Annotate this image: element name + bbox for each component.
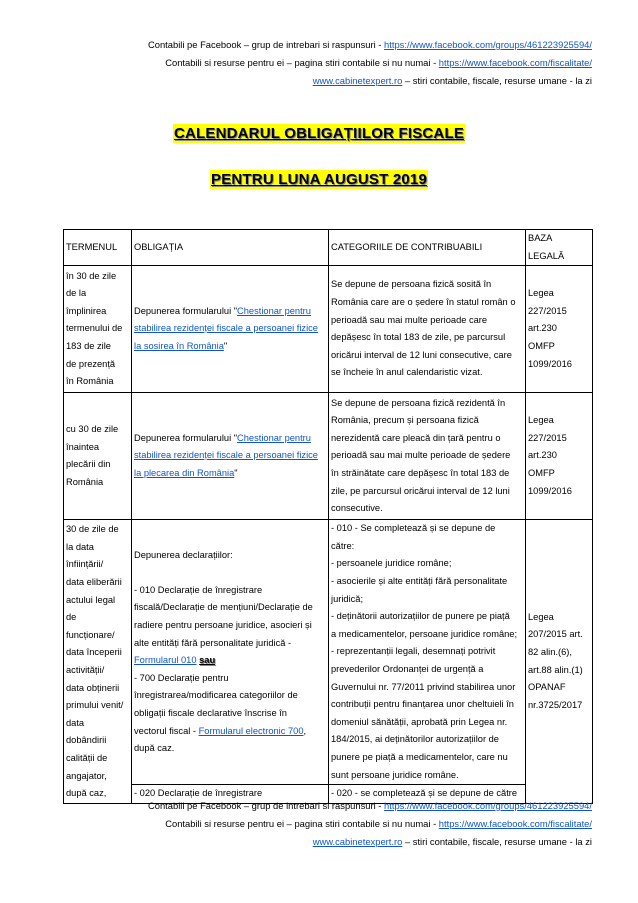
row1-category-line: se încheie în anul calendaristic vizat. bbox=[331, 367, 483, 378]
header-facebook-page-link[interactable]: https://www.facebook.com/fiscalitate/ bbox=[438, 57, 592, 68]
row4-obligation: - 020 Declarație de înregistrare bbox=[132, 785, 329, 804]
row3-term-line: primului venit/ bbox=[66, 700, 124, 711]
row1-legal-line: Legea bbox=[528, 288, 554, 299]
row3-categories bbox=[329, 520, 526, 785]
row3-term bbox=[64, 520, 132, 804]
row1-category-line: Se depune de persoana fizică sosită în bbox=[331, 279, 492, 290]
row3-category-line: domeniul sănătății, aprobată prin Legea nr. bbox=[331, 716, 508, 727]
title-line-1-wrap bbox=[0, 124, 638, 143]
header-obligation: OBLIGAȚIA bbox=[132, 230, 329, 266]
row3-obligation-line: - 700 Declarație pentru bbox=[134, 672, 229, 683]
footer-line-1 bbox=[148, 797, 592, 815]
header-website-link[interactable]: www.cabinetexpert.ro bbox=[312, 75, 403, 86]
row3-category-line: - 010 - Se completează și se depune de bbox=[331, 523, 496, 534]
row2-legal-line: 227/2015 bbox=[528, 432, 567, 443]
header-legal-basis: BAZA LEGALĂ bbox=[526, 230, 593, 266]
row2-questionnaire-link[interactable]: la plecarea din România bbox=[134, 467, 235, 478]
row3-category-line: 184/2015, ai deținătorilor autorizațiilor de bbox=[331, 734, 499, 745]
row2-questionnaire-link[interactable]: Chestionar pentru bbox=[237, 432, 311, 443]
row2-obligation-line bbox=[134, 465, 326, 483]
row3-term-line: data obținerii bbox=[66, 682, 120, 693]
table-row bbox=[64, 393, 593, 520]
row3-term-line: 30 de zile de bbox=[66, 524, 119, 535]
table-header-row bbox=[64, 230, 593, 266]
row3-category-line: către: bbox=[331, 540, 355, 551]
row3-category-line: a medicamentelor, persoane juridice române; bbox=[331, 628, 518, 639]
row2-term-line: înaintea bbox=[66, 441, 100, 452]
title-line-2-wrap bbox=[0, 170, 638, 189]
sau-text: sau bbox=[199, 655, 216, 666]
row3-obligation-line: după caz. bbox=[134, 743, 175, 754]
row3-legal-line: Legea bbox=[528, 611, 554, 622]
row2-category-line: în străinătate care depășesc în total 183 de bbox=[331, 467, 510, 478]
row3-term-line: înființării/ bbox=[66, 559, 104, 570]
row2-legal-line: OMFP bbox=[528, 467, 555, 478]
row3-legal-line: OPANAF bbox=[528, 682, 566, 693]
footer-line-3 bbox=[148, 833, 592, 851]
row1-obligation bbox=[132, 266, 329, 393]
row2-category-line: România, precum și persoana fizică bbox=[331, 415, 479, 426]
row3-obligation-line bbox=[134, 723, 326, 741]
row2-obligation bbox=[132, 393, 329, 520]
row1-legal-line: OMFP bbox=[528, 340, 555, 351]
row3-legal-line: art.88 alin.(1) bbox=[528, 664, 583, 675]
row1-questionnaire-link[interactable]: Chestionar pentru bbox=[237, 305, 311, 316]
row2-category-line: nerezidentă care pleacă din țară pentru o bbox=[331, 432, 501, 443]
row2-term-line: România bbox=[66, 476, 104, 487]
page-footer bbox=[148, 797, 592, 851]
row1-term-line: de prezență bbox=[66, 358, 116, 369]
row3-category-line: - deținătorii autorizațiilor de punere pe piață bbox=[331, 611, 510, 622]
row1-term-line: termenului de bbox=[66, 323, 123, 334]
row3-term-line: funcționare/ bbox=[66, 629, 115, 640]
row1-obligation-line bbox=[134, 320, 326, 338]
row3-term-line: calității de bbox=[66, 752, 108, 763]
row3-category-line: contribuții pentru finanțarea unor cheltuieli în bbox=[331, 699, 514, 710]
row1-obligation-suffix: " bbox=[223, 340, 228, 351]
row2-category-line: perioadă sau mai multe perioade de ședere bbox=[331, 450, 511, 461]
row3-category-line: - asocierile și alte entități fără personalitate bbox=[331, 575, 508, 586]
row3-obligation-line: fiscală/Declarație de mențiuni/Declarație de bbox=[134, 602, 313, 613]
row3-term-line: la data bbox=[66, 541, 94, 552]
obligations-table bbox=[63, 229, 593, 804]
header-facebook-page-text: Contabili si resurse pentru ei – pagina stiri contabile si nu numai - bbox=[165, 57, 439, 68]
footer-line-2 bbox=[148, 815, 592, 833]
row3-obligation-line: înregistrarea/modificarea categoriilor de bbox=[134, 690, 298, 701]
row1-legal-line: 227/2015 bbox=[528, 305, 567, 316]
row3-category-line: - reprezentanții legali, desemnați potrivit bbox=[331, 646, 496, 657]
row3-category-line: - persoanele juridice române; bbox=[331, 558, 452, 569]
row3-term-line: data bbox=[66, 717, 85, 728]
row2-obligation-suffix: " bbox=[234, 467, 238, 478]
row3-obligation-spacer bbox=[134, 564, 326, 582]
page-subtitle: PENTRU LUNA AUGUST 2019 bbox=[210, 171, 428, 188]
row2-questionnaire-link[interactable]: stabilirea rezidenței fiscale a persoanei fizice bbox=[134, 450, 318, 461]
row1-legal-line: art.230 bbox=[528, 323, 557, 334]
row2-obligation-prefix: Depunerea formularului " bbox=[134, 432, 238, 443]
footer-facebook-page-text: Contabili si resurse pentru ei – pagina stiri contabile si nu numai - bbox=[165, 818, 439, 829]
row2-obligation-line bbox=[134, 447, 326, 465]
row3-obligation-intro: Depunerea declarațiilor: bbox=[134, 549, 233, 560]
row3-legal-line: 82 alin.(6), bbox=[528, 647, 572, 658]
page-title: CALENDARUL OBLIGAȚIILOR FISCALE bbox=[173, 125, 465, 142]
row1-term-line: de la bbox=[66, 288, 87, 299]
row1-obligation-line bbox=[134, 303, 326, 321]
row3-category-line: Guvernului nr. 77/2011 privind stabilirea unor bbox=[331, 681, 516, 692]
row2-category-line: zile, pe parcursul oricărui interval de 12 luni bbox=[331, 485, 510, 496]
row2-term-line: plecării din bbox=[66, 459, 111, 470]
row1-category-line: depășesc în total 183 de zile, pe parcursul bbox=[331, 332, 506, 343]
row2-legal-line: 1099/2016 bbox=[528, 485, 572, 496]
row3-term-line: de bbox=[66, 612, 77, 623]
row2-categories bbox=[329, 393, 526, 520]
row3-term-line: activității/ bbox=[66, 664, 105, 675]
row1-category-line: oricărui interval de 12 luni consecutive, care bbox=[331, 349, 512, 360]
table-row bbox=[64, 520, 593, 785]
row3-obligation-line: - 010 Declarație de înregistrare bbox=[134, 584, 263, 595]
row3-obligation-line: alte entități fără personalitate juridică - bbox=[134, 637, 292, 648]
row1-categories bbox=[329, 266, 526, 393]
row1-legal-line: 1099/2016 bbox=[528, 358, 572, 369]
row3-term-line: dobândirii bbox=[66, 735, 107, 746]
row3-term-line: actului legal bbox=[66, 594, 116, 605]
header-term: TERMENUL bbox=[64, 230, 132, 266]
row1-term-line: împlinirea bbox=[66, 305, 107, 316]
footer-website-text: – stiri contabile, fiscale, resurse umane - la zi bbox=[402, 836, 592, 847]
row3-term-line: data începerii bbox=[66, 647, 122, 658]
row2-obligation-line bbox=[134, 430, 326, 448]
row1-obligation-prefix: Depunerea formularului " bbox=[134, 305, 238, 316]
footer-facebook-group-text: Contabili pe Facebook – grup de intrebari si raspunsuri - bbox=[147, 800, 385, 811]
header-facebook-group-text: Contabili pe Facebook – grup de intrebari si raspunsuri - bbox=[147, 39, 385, 50]
row3-category-line: sunt persoane juridice române. bbox=[331, 769, 459, 780]
row3-legal-line: 207/2015 art. bbox=[528, 629, 583, 640]
row1-legal-basis bbox=[526, 266, 593, 393]
footer-facebook-page-link[interactable]: https://www.facebook.com/fiscalitate/ bbox=[438, 818, 592, 829]
row3-category-line: juridică; bbox=[331, 593, 364, 604]
header-facebook-group-link[interactable]: https://www.facebook.com/groups/461223925594/ bbox=[384, 39, 592, 50]
row3-obligation-line: radiere pentru persoane juridice, asocieri și bbox=[134, 619, 312, 630]
row2-category-line: Se depune de persoana fizică rezidentă în bbox=[331, 397, 506, 408]
row1-questionnaire-link[interactable]: stabilirea rezidenței fiscale a persoanei fizice bbox=[134, 323, 318, 334]
header-line-1 bbox=[148, 36, 592, 54]
row2-category-line: consecutive. bbox=[331, 503, 383, 514]
row1-term-line: în România bbox=[66, 376, 114, 387]
row2-legal-line: art.230 bbox=[528, 450, 557, 461]
row3-obligation-line: obligații fiscale declarative înscrise în bbox=[134, 707, 287, 718]
header-website-text: – stiri contabile, fiscale, resurse umane - la zi bbox=[402, 75, 592, 86]
row1-term bbox=[64, 266, 132, 393]
footer-facebook-group-link[interactable]: https://www.facebook.com/groups/461223925594/ bbox=[384, 800, 592, 811]
row2-term-line: cu 30 de zile bbox=[66, 424, 119, 434]
row3-obligation-line bbox=[134, 652, 326, 670]
row2-legal-line: Legea bbox=[528, 415, 554, 426]
row3-category-line: prevederilor Ordonanței de urgență a bbox=[331, 663, 484, 674]
row4-categories: - 020 - se completează și se depune de către bbox=[329, 785, 526, 804]
row1-category-line: perioadă sau mai multe perioade care bbox=[331, 314, 488, 325]
form-700-link[interactable]: Formularul electronic 700 bbox=[198, 725, 304, 736]
row2-legal-basis bbox=[526, 393, 593, 520]
header-categories: CATEGORIILE DE CONTRIBUABILI bbox=[329, 230, 526, 266]
row3-legal-line: nr.3725/2017 bbox=[528, 699, 583, 710]
table-row bbox=[64, 266, 593, 393]
footer-website-link[interactable]: www.cabinetexpert.ro bbox=[312, 836, 403, 847]
form-010-link[interactable]: Formularul 010 bbox=[134, 655, 197, 666]
row3-700-prefix: vectorul fiscal - bbox=[134, 725, 199, 736]
row3-term-line: după caz, bbox=[66, 788, 107, 799]
row1-obligation-line bbox=[134, 338, 326, 356]
row3-term-line: angajator, bbox=[66, 770, 107, 781]
row1-questionnaire-link[interactable]: la sosirea în România bbox=[134, 340, 224, 351]
row3-700-suffix: , bbox=[303, 725, 307, 736]
row1-term-line: în 30 de zile bbox=[66, 270, 117, 281]
row3-obligation bbox=[132, 520, 329, 785]
row3-category-line: punere pe piață a medicamentelor, care nu bbox=[331, 751, 508, 762]
row2-term bbox=[64, 393, 132, 520]
row1-category-line: România care are o ședere în statul român o bbox=[331, 297, 516, 307]
header-line-2 bbox=[148, 54, 592, 72]
row3-term-line: data eliberării bbox=[66, 576, 122, 587]
header-line-3 bbox=[148, 72, 592, 90]
row3-legal-basis bbox=[526, 520, 593, 804]
page-header bbox=[148, 36, 592, 90]
row1-term-line: 183 de zile bbox=[66, 340, 111, 351]
